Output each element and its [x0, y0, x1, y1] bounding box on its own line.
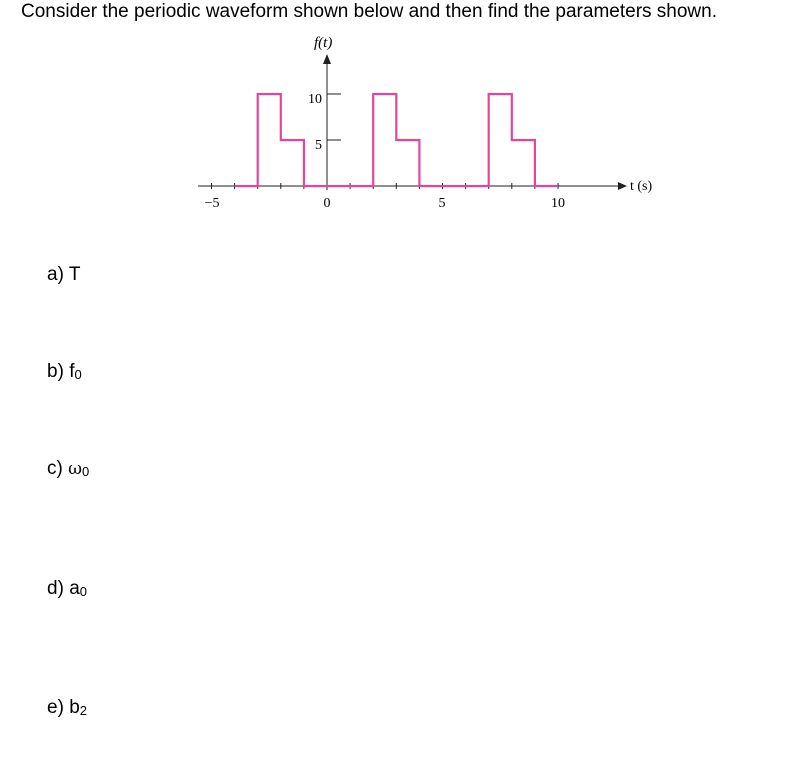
- x-axis-title: t (s): [630, 179, 653, 194]
- question-subscript: 0: [74, 367, 82, 382]
- y-tick-label: 5: [315, 138, 322, 153]
- x-tick-label: 0: [323, 196, 331, 211]
- x-tick-label: 5: [438, 196, 446, 211]
- question-letter: c): [47, 458, 63, 479]
- question-symbol: f: [69, 361, 75, 382]
- question-symbol: a: [69, 578, 80, 599]
- x-axis-arrowhead: [618, 182, 627, 190]
- question-a: [47, 264, 80, 286]
- x-tick-label: 10: [551, 196, 565, 211]
- question-c: [47, 458, 89, 480]
- problem-statement: Consider the periodic waveform shown below and then find the parameters shown.: [21, 1, 717, 22]
- x-tick-label: −5: [204, 196, 220, 211]
- question-b: [47, 361, 82, 383]
- waveform-line: [235, 94, 558, 186]
- question-letter: b): [47, 361, 64, 382]
- y-axis-arrowhead: [323, 54, 331, 64]
- question-symbol: ω: [68, 459, 82, 479]
- waveform-figure: [0, 0, 807, 240]
- question-subscript: 2: [79, 703, 87, 718]
- question-subscript: 0: [81, 464, 90, 479]
- question-letter: d): [47, 578, 64, 599]
- question-e: [47, 697, 87, 719]
- question-letter: a): [47, 264, 64, 285]
- question-letter: e): [47, 697, 64, 718]
- y-axis-title: f(t): [314, 35, 333, 51]
- question-subscript: 0: [79, 584, 87, 599]
- question-symbol: b: [69, 697, 80, 718]
- question-symbol: T: [68, 264, 81, 285]
- y-tick-label: 10: [308, 92, 322, 107]
- question-d: [47, 578, 87, 600]
